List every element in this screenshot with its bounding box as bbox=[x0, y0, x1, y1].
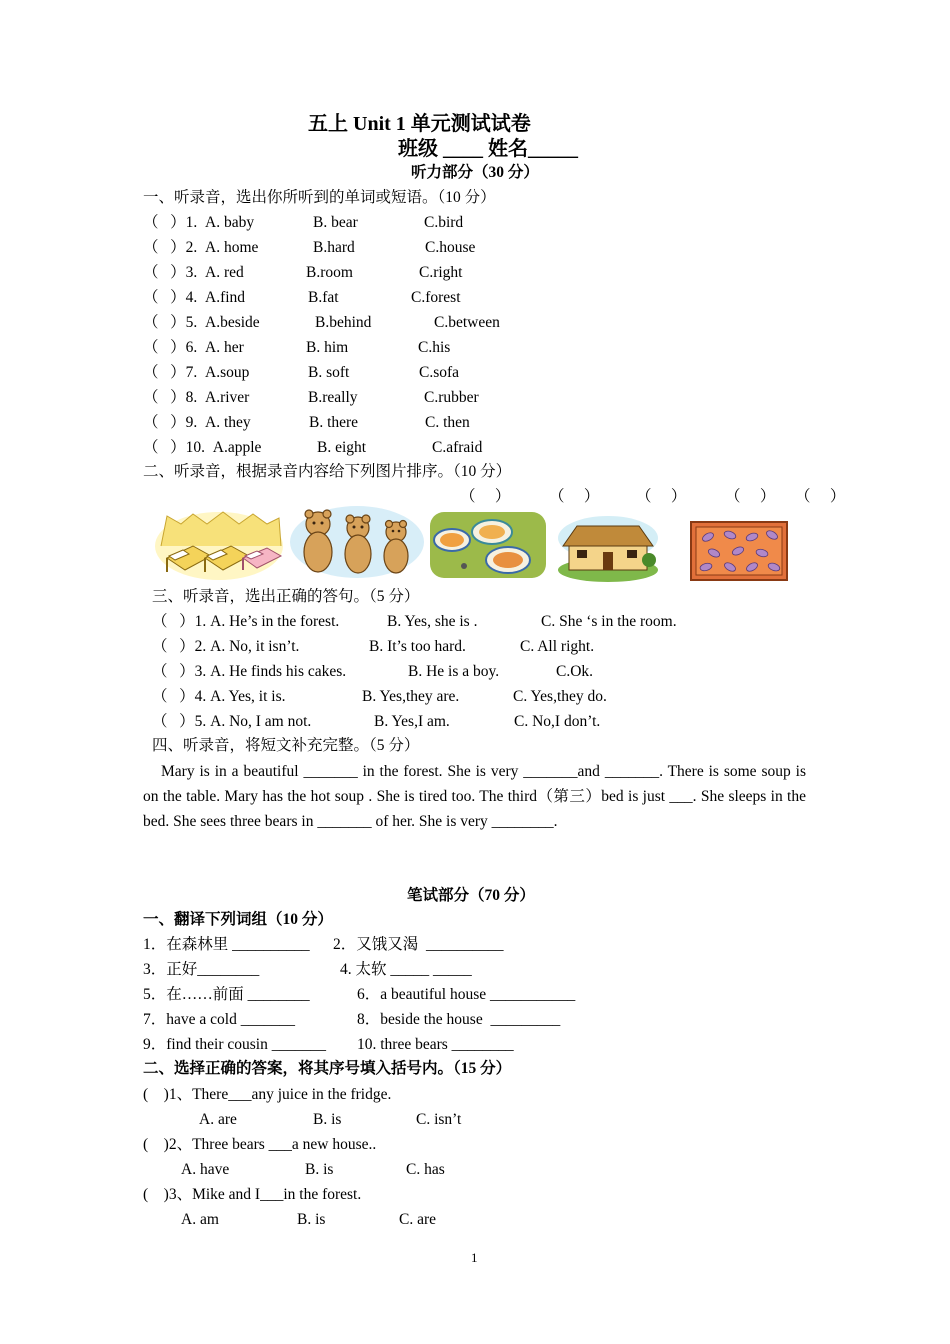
option-a: （ ）3. A. red bbox=[143, 264, 244, 281]
section-heading: 三、听录音，选出正确的答句。（5 分） bbox=[152, 588, 420, 605]
option-b: B. He is a boy. bbox=[408, 663, 500, 680]
answer-slot[interactable]: （ ） bbox=[460, 488, 511, 505]
option-c: C.right bbox=[419, 264, 463, 281]
answer-slot[interactable]: （ ） bbox=[549, 488, 600, 505]
option-a: （ ）4. A. Yes, it is. bbox=[152, 688, 286, 705]
option-c: C.Ok. bbox=[556, 663, 594, 680]
option-b: B. It’s too hard. bbox=[369, 638, 466, 655]
mc-option-b: B. is bbox=[297, 1211, 326, 1228]
mc-option-c: C. isn’t bbox=[416, 1111, 462, 1128]
option-c: C. then bbox=[425, 414, 470, 431]
section-heading: 四、听录音，将短文补充完整。（5 分） bbox=[152, 737, 420, 754]
question-row bbox=[143, 338, 244, 358]
question-row bbox=[143, 363, 249, 383]
section-heading: 二、听录音，根据录音内容给下列图片排序。（10 分） bbox=[143, 463, 512, 480]
translate-item: 5．在……前面 ________ bbox=[143, 986, 310, 1003]
option-a: （ ）3. A. He finds his cakes. bbox=[152, 663, 347, 680]
option-c: C.house bbox=[425, 239, 476, 256]
mc-option-b: B. is bbox=[313, 1111, 342, 1128]
option-a: （ ）1. A. baby bbox=[143, 214, 255, 231]
house-icon bbox=[555, 512, 661, 582]
translate-item: 3．正好________ bbox=[143, 961, 260, 978]
translate-item: 8．beside the house _________ bbox=[357, 1011, 561, 1028]
mc-question: ( )3、Mike and I___in the forest. bbox=[143, 1186, 362, 1203]
translate-item: 7．have a cold _______ bbox=[143, 1011, 295, 1028]
mc-option-a: A. have bbox=[181, 1161, 230, 1178]
mc-option-a: A. am bbox=[181, 1211, 219, 1228]
option-a: （ ）5. A.beside bbox=[143, 314, 260, 331]
answer-slot[interactable]: （ ） bbox=[725, 488, 776, 505]
option-c: C.sofa bbox=[419, 364, 460, 381]
three-bears-icon bbox=[288, 504, 426, 580]
option-b: B. Yes, she is . bbox=[387, 613, 478, 630]
option-b: B.room bbox=[306, 264, 353, 281]
option-a: （ ）6. A. her bbox=[143, 339, 244, 356]
translate-item: 10. three bears ________ bbox=[357, 1036, 514, 1053]
beds-icon bbox=[153, 506, 285, 582]
option-a: （ ）1. A. He’s in the forest. bbox=[152, 613, 340, 630]
mc-question: ( )1、There___any juice in the fridge. bbox=[143, 1086, 392, 1103]
mc-option-b: B. is bbox=[305, 1161, 334, 1178]
translate-item: 2．又饿又渴 __________ bbox=[333, 936, 504, 953]
mc-option-c: C. has bbox=[406, 1161, 445, 1178]
option-c: C.rubber bbox=[424, 389, 479, 406]
page-number: 1 bbox=[471, 1250, 478, 1265]
option-b: B.fat bbox=[308, 289, 339, 306]
question-row bbox=[143, 263, 244, 283]
option-a: （ ）7. A.soup bbox=[143, 364, 250, 381]
section-heading: 一、翻译下列词组（10 分） bbox=[143, 911, 333, 928]
answer-slot[interactable]: （ ） bbox=[795, 488, 846, 505]
question-row bbox=[143, 413, 251, 433]
class-name-line: 班级 ____ 姓名_____ bbox=[398, 138, 578, 160]
translate-item: 9．find their cousin _______ bbox=[143, 1036, 326, 1053]
listening-title: 听力部分（30 分） bbox=[411, 164, 539, 181]
answer-slot[interactable]: （ ） bbox=[636, 488, 687, 505]
written-title: 笔试部分（70 分） bbox=[407, 887, 535, 904]
option-b: B. him bbox=[306, 339, 349, 356]
option-c: C. All right. bbox=[520, 638, 595, 655]
option-b: B. Yes,they are. bbox=[362, 688, 460, 705]
option-b: B. Yes,I am. bbox=[374, 713, 450, 730]
question-row bbox=[143, 438, 261, 458]
question-row bbox=[143, 238, 258, 258]
option-b: B. soft bbox=[308, 364, 350, 381]
section-heading: 一、听录音，选出你所听到的单词或短语。（10 分） bbox=[143, 189, 496, 206]
option-a: （ ）8. A.river bbox=[143, 389, 250, 406]
option-a: （ ）2. A. No, it isn’t. bbox=[152, 638, 300, 655]
translate-item: 4. 太软 _____ _____ bbox=[340, 961, 472, 978]
option-a: （ ）2. A. home bbox=[143, 239, 259, 256]
option-b: B. there bbox=[309, 414, 359, 431]
option-b: B. eight bbox=[317, 439, 367, 456]
option-c: C.between bbox=[434, 314, 500, 331]
option-a: （ ）10. A.apple bbox=[143, 439, 262, 456]
question-row bbox=[143, 288, 245, 308]
option-c: C. She ‘s in the room. bbox=[541, 613, 677, 630]
option-c: C. No,I don’t. bbox=[514, 713, 601, 730]
option-c: C.afraid bbox=[432, 439, 483, 456]
page-title: 五上 Unit 1 单元测试试卷 bbox=[308, 113, 531, 135]
option-b: B. bear bbox=[313, 214, 358, 231]
option-b: B.hard bbox=[313, 239, 355, 256]
soup-bowls-icon bbox=[430, 510, 546, 580]
option-b: B.really bbox=[308, 389, 358, 406]
translate-item: 1．在森林里 __________ bbox=[143, 936, 310, 953]
cloze-passage: Mary is in a beautiful _______ in the forest. She is very _______and _______. There is some soup is on the table. Mary has the hot soup . She is tired too. The third（第三）bed is just ___. She sleeps in the bed. She sees three bears in _______ of her. She is very ________. bbox=[143, 763, 806, 830]
option-c: C.bird bbox=[424, 214, 464, 231]
option-c: C. Yes,they do. bbox=[513, 688, 607, 705]
mc-option-c: C. are bbox=[399, 1211, 437, 1228]
mc-option-a: A. are bbox=[199, 1111, 237, 1128]
option-c: C.forest bbox=[411, 289, 461, 306]
option-a: （ ）4. A.find bbox=[143, 289, 246, 306]
section-heading: 二、选择正确的答案，将其序号填入括号内。（15 分） bbox=[143, 1060, 512, 1077]
question-row bbox=[143, 213, 254, 233]
mc-question: ( )2、Three bears ___a new house.. bbox=[143, 1136, 377, 1153]
option-a: （ ）5. A. No, I am not. bbox=[152, 713, 312, 730]
option-b: B.behind bbox=[315, 314, 372, 331]
sweets-box-icon bbox=[690, 521, 788, 581]
question-row bbox=[143, 313, 260, 333]
question-row bbox=[143, 388, 249, 408]
option-a: （ ）9. A. they bbox=[143, 414, 251, 431]
option-c: C.his bbox=[418, 339, 451, 356]
translate-item: 6．a beautiful house ___________ bbox=[357, 986, 576, 1003]
